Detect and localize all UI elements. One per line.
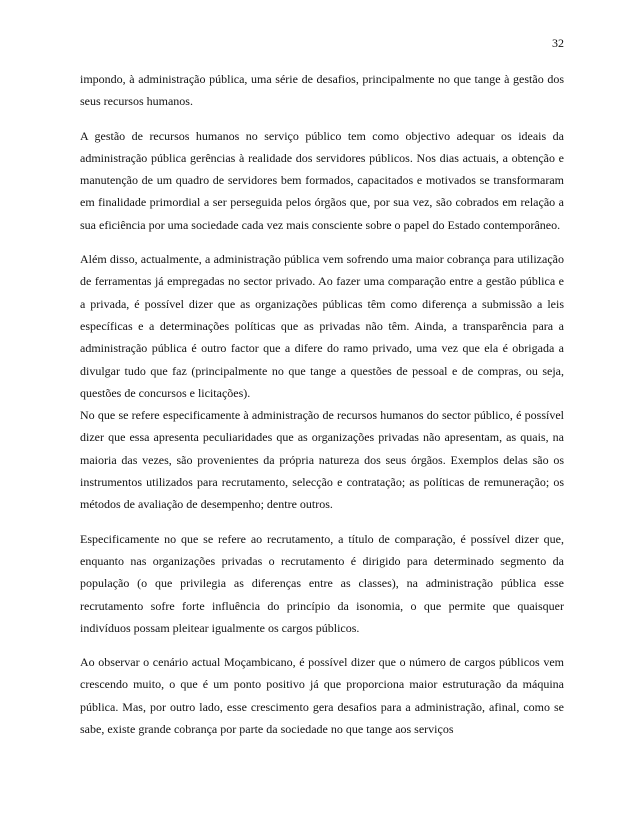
paragraph-2: A gestão de recursos humanos no serviço público tem como objectivo adequar os ideais da administração pública gerências à realidade dos servidores públicos. Nos dias actuais, a obtenção e manutenção de um quadro de servidores bem formados, capacitados e motivados se transformaram em finalidade primordial a ser perseguida pelos órgãos que, por sua vez, são cobrados em relação a sua eficiência por uma sociedade cada vez mais consciente sobre o papel do Estado contemporâneo. (80, 128, 564, 232)
document-body (80, 68, 564, 752)
paragraph-4: No que se refere especificamente à administração de recursos humanos do sector público, é possível dizer que essa apresenta peculiaridades que as organizações privadas não apresentam, as quais, na maioria das vezes, são provenientes da própria natureza dos seus órgãos. Exemplos delas são os instrumentos utilizados para recrutamento, selecção e contratação; as políticas de remuneração; os métodos de avaliação de desempenho; dentre outros. (80, 408, 564, 512)
page-number: 32 (552, 36, 564, 50)
paragraph-3: Além disso, actualmente, a administração pública vem sofrendo uma maior cobrança para utilização de ferramentas já empregadas no sector privado. Ao fazer uma comparação entre a gestão pública e a privada, é possível dizer que as organizações públicas têm como diferença a submissão a leis específicas e a determinações políticas que as privadas não têm. Ainda, a transparência para a administração pública é outro factor que a difere do ramo privado, uma vez que ela é obrigada a divulgar tudo que faz (principalmente no que tange a questões de pessoal e de compras, ou seja, questões de concursos e licitações). (80, 252, 564, 400)
paragraph-1: impondo, à administração pública, uma série de desafios, principalmente no que tange à gestão dos seus recursos humanos. (80, 72, 564, 109)
paragraph-6: Ao observar o cenário actual Moçambicano, é possível dizer que o número de cargos públicos vem crescendo muito, o que é um ponto positivo já que proporciona maior estruturação da máquina pública. Mas, por outro lado, esse crescimento gera desafios para a administração, afinal, como se sabe, existe grande cobrança por parte da sociedade no que tange aos serviços (80, 655, 564, 737)
paragraph-5: Especificamente no que se refere ao recrutamento, a título de comparação, é possível dizer que, enquanto nas organizações privadas o recrutamento é dirigido para determinado segmento da população (o que privilegia as diferenças entre as classes), na administração pública esse recrutamento sofre forte influência do princípio da isonomia, o que permite que quaisquer indivíduos possam pleitear igualmente os cargos públicos. (80, 531, 564, 635)
